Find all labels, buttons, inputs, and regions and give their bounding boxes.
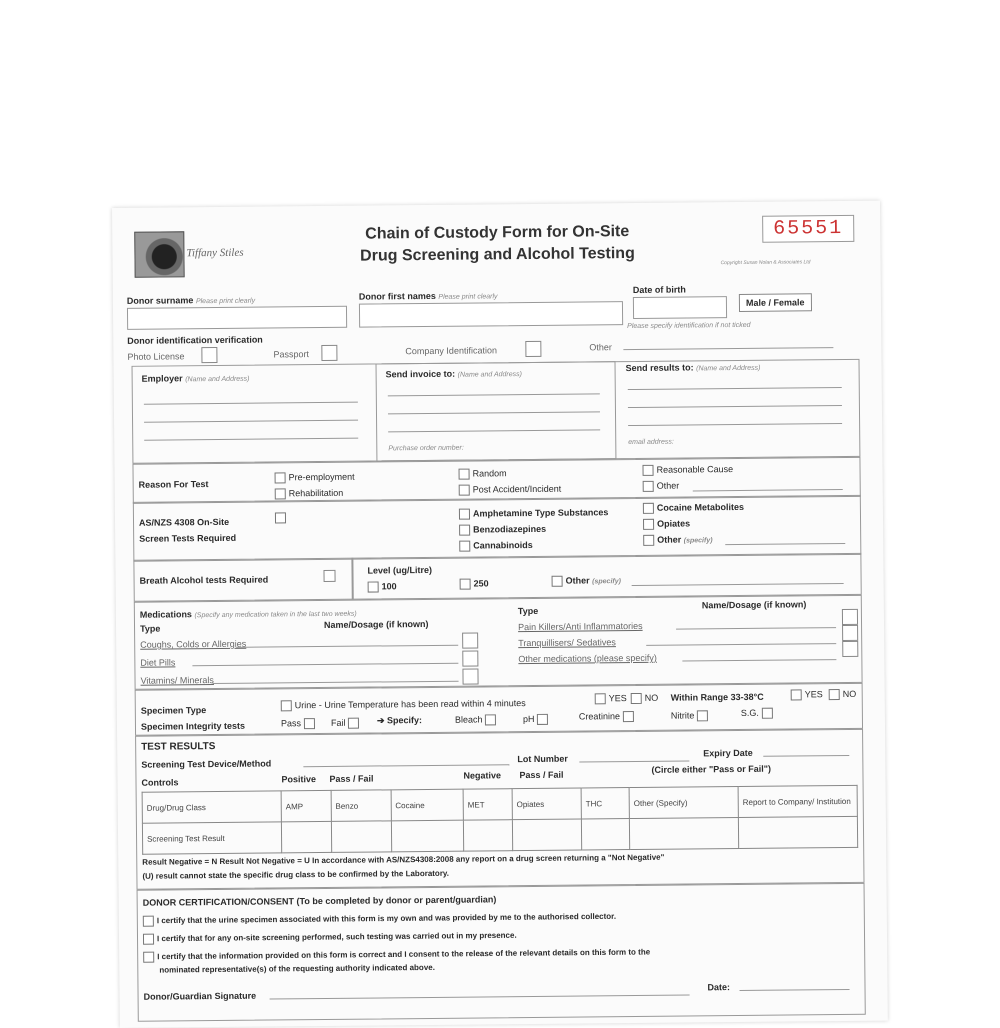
creatinine-option[interactable]: Creatinine [579,711,637,723]
photo-license-checkbox[interactable] [201,347,217,363]
table-header-cell: Drug/Drug Class [142,791,281,823]
form-title-line1: Chain of Custody Form for On-Site [365,223,630,243]
reason-option[interactable]: Other [643,481,680,492]
company-logo [134,231,184,277]
med-item: Pain Killers/Anti Inflammatories [517,620,643,633]
invoice-label: Send invoice to: (Name and Address) [385,368,523,380]
specify-label: ➔ Specify: [376,715,423,726]
results-label: Send results to: (Name and Address) [625,362,761,374]
id-verification-label: Donor identification verification [127,334,263,346]
integrity-pass[interactable]: Pass [281,718,318,729]
consent-heading: DONOR CERTIFICATION/CONSENT (To be completed by donor or parent/guardian) [142,894,497,908]
reason-option[interactable]: Reasonable Cause [642,464,733,476]
range-no-option[interactable]: NO [829,689,857,700]
med-type-label: Type [139,623,161,634]
med-checkbox[interactable] [842,625,858,641]
screen-tests-label-2: Screen Tests Required [139,532,237,544]
result-cell[interactable] [331,821,391,853]
consent-item[interactable]: I certify that the information provided on this form is correct and I consent to the release of the relevant details on this form to the [143,947,650,963]
passport-label: Passport [273,349,309,360]
results-table [142,785,859,855]
med-name-label-right: Name/Dosage (if known) [701,599,807,611]
firstnames-label: Donor first names Please print clearly [358,290,498,302]
signature-label: Donor/Guardian Signature [143,990,257,1002]
breath-level-label: Level (ug/Litre) [367,564,433,576]
copyright-notice: Copyright Susan Nolan & Associates Ltd [720,259,811,267]
date-label: Date: [707,982,731,993]
sex-selector[interactable]: Male / Female [739,293,812,312]
reason-option[interactable]: Pre-employment [275,472,355,484]
screen-option[interactable]: Amphetamine Type Substances [459,507,608,520]
table-header-cell: Report to Company/ Institution [738,785,857,817]
screen-option[interactable]: Opiates [643,518,690,530]
logo-text: Tiffany Stiles [186,246,244,260]
firstnames-field[interactable] [359,301,623,328]
purchase-order-label: Purchase order number: [388,444,464,453]
company-id-label: Company Identification [405,345,497,357]
reason-option[interactable]: Post Accident/Incident [459,484,562,496]
breath-label: Breath Alcohol tests Required [139,574,269,586]
device-label: Screening Test Device/Method [141,758,272,770]
sg-option[interactable]: S.G. [741,708,776,719]
expiry-label: Expiry Date [703,747,753,759]
temp-no-option[interactable]: NO [631,693,659,704]
screen-all-checkbox[interactable] [275,512,289,523]
results-note-1: Result Negative = N Result Not Negative = U In accordance with AS/NZS4308:2008 any report on a drug screen returning a "Not Negative" [142,852,665,867]
other-id-label: Other [589,342,612,353]
results-note-2: (U) result cannot state the specific drug class to be confirmed by the Laboratory. [142,868,450,881]
nitrite-option[interactable]: Nitrite [671,710,711,722]
positive-label: Positive [281,774,317,785]
result-cell[interactable] [281,821,331,852]
table-row-label: Screening Test Result [142,822,281,854]
table-header-cell: Benzo [331,790,391,822]
med-item: Coughs, Colds or Allergies [140,638,247,650]
test-results-heading: TEST RESULTS [141,741,216,753]
form-title-line2: Drug Screening and Alcohol Testing [360,244,635,265]
med-checkbox[interactable] [462,633,478,649]
specimen-type-label: Specimen Type [140,705,207,716]
email-label: email address: [628,438,674,447]
surname-field[interactable] [127,306,347,330]
photo-license-label: Photo License [127,351,185,362]
lot-label: Lot Number [517,753,568,765]
reason-option[interactable]: Rehabilitation [275,488,344,500]
temp-yes-option[interactable]: YES [595,693,627,704]
result-cell[interactable] [463,820,512,851]
med-item: Vitamins/ Minerals [140,675,214,686]
med-checkbox[interactable] [842,609,858,625]
breath-divider [351,558,353,600]
table-row [142,816,857,854]
negative-pass-fail[interactable]: Pass / Fail [519,769,564,781]
med-checkbox[interactable] [462,669,478,685]
form-number: 65551 [762,215,854,243]
reason-label: Reason For Test [138,479,209,490]
screen-option[interactable]: Benzodiazepines [459,524,546,536]
result-cell[interactable] [629,818,738,850]
table-header-cell: Opiates [512,788,581,820]
negative-label: Negative [463,770,502,781]
result-cell[interactable] [581,819,629,850]
dob-field[interactable] [633,296,727,319]
controls-label: Controls [141,777,179,788]
company-id-checkbox[interactable] [525,341,541,357]
integrity-fail[interactable]: Fail [331,718,362,729]
breath-level-option[interactable]: 250 [460,578,489,589]
breath-level-option[interactable]: 100 [368,581,397,592]
dob-label: Date of birth [632,284,686,296]
integrity-label: Specimen Integrity tests [140,720,246,732]
surname-label: Donor surname Please print clearly [126,295,256,306]
med-checkbox[interactable] [842,641,858,657]
screen-option[interactable]: Other (specify) [643,534,712,546]
med-item: Other medications (please specify) [518,652,657,665]
other-id-line[interactable] [623,347,833,350]
consent-item-continued: nominated representative(s) of the requesting authority indicated above. [159,962,435,975]
result-cell[interactable] [512,819,581,851]
medications-label: Medications (Specify any medication taken in the last two weeks) [139,609,357,620]
breath-level-option[interactable]: Other (specify) [552,575,621,587]
screen-tests-label-1: AS/NZS 4308 On-Site [138,516,230,528]
med-checkbox[interactable] [462,651,478,667]
employer-label: Employer (Name and Address) [141,373,250,384]
breath-checkbox[interactable] [323,570,335,582]
result-cell[interactable] [391,820,464,852]
circle-note: (Circle either "Pass or Fail") [651,763,772,775]
med-item: Diet Pills [140,657,176,668]
table-header-cell: THC [581,788,629,819]
range-yes-option[interactable]: YES [791,689,823,700]
passport-checkbox[interactable] [321,345,337,361]
screen-option[interactable]: Cannabinoids [459,540,533,552]
id-hint: Please specify identification if not ticked [627,321,751,331]
table-header-cell: AMP [281,790,331,821]
table-header-cell: Other (Specify) [629,787,738,819]
consent-item[interactable]: I certify that the urine specimen associated with this form is my own and was provided by me to the authorised collector. [143,911,616,927]
consent-item[interactable]: I certify that for any on-site screening performed, such testing was carried out in my presence. [143,930,517,945]
positive-pass-fail[interactable]: Pass / Fail [329,773,374,784]
table-header-cell: MET [463,789,512,820]
result-cell[interactable] [738,816,857,848]
med-name-label: Name/Dosage (if known) [323,618,429,630]
reason-option[interactable]: Random [459,468,507,480]
med-type-label-right: Type [517,605,539,617]
screen-option[interactable]: Cocaine Metabolites [643,502,744,514]
bleach-option[interactable]: Bleach [455,714,499,726]
custody-form-sheet [112,201,888,1028]
med-item: Tranquillisers/ Sedatives [518,637,616,649]
temp-range-label: Within Range 33-38°C [670,691,764,703]
ph-option[interactable]: pH [523,714,551,725]
urine-option[interactable]: Urine - Urine Temperature has been read within 4 minutes [281,698,526,711]
table-header-cell: Cocaine [391,789,464,821]
